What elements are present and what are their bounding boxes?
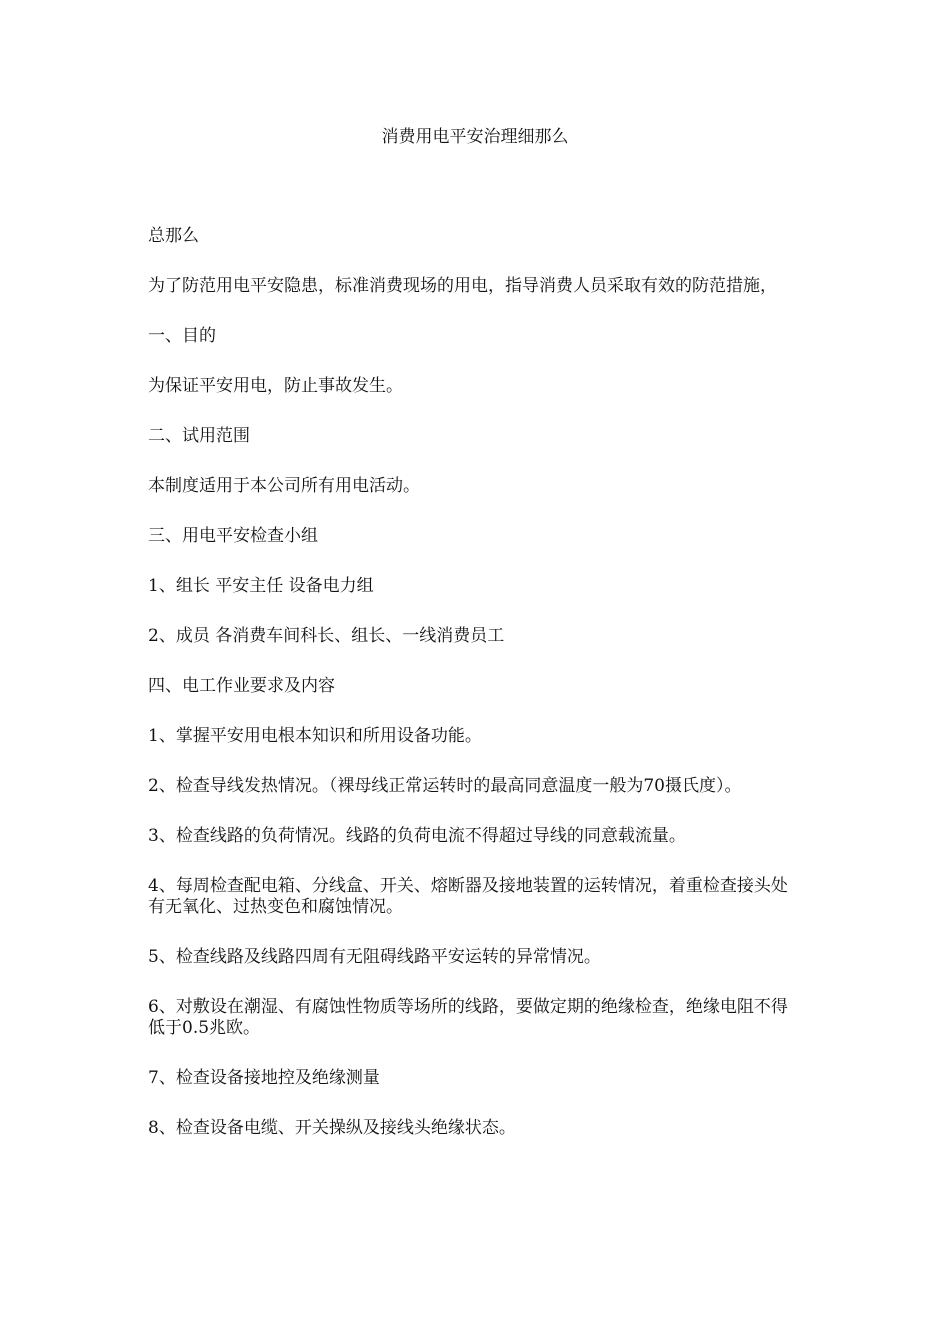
list-item: 2、检查导线发热情况。（裸母线正常运转时的最高同意温度一般为70摄氏度）。 [148, 776, 742, 796]
paragraph: 本制度适用于本公司所有用电活动。 [148, 476, 420, 496]
list-item: 8、检查设备电缆、开关操纵及接线头绝缘状态。 [148, 1118, 516, 1138]
list-item: 4、每周检查配电箱、分线盒、开关、熔断器及接地装置的运转情况，着重检查接头处有无氧化、过热变色和腐蚀情况。 [148, 876, 788, 917]
list-item: 3、检查线路的负荷情况。线路的负荷电流不得超过导线的同意载流量。 [148, 826, 686, 846]
page-title: 消费用电平安治理细那么 [381, 127, 569, 147]
paragraph: 为保证平安用电，防止事故发生。 [148, 376, 403, 396]
list-item: 5、检查线路及线路四周有无阻碍线路平安运转的异常情况。 [148, 947, 601, 967]
document-body [148, 226, 803, 1168]
list-item: 1、组长 平安主任 设备电力组 [148, 576, 374, 596]
paragraph: 总那么 [148, 226, 199, 246]
section-heading: 一、目的 [148, 326, 216, 346]
section-heading: 二、试用范围 [148, 426, 250, 446]
list-item: 2、成员 各消费车间科长、组长、一线消费员工 [148, 626, 505, 646]
paragraph: 为了防范用电平安隐患，标准消费现场的用电，指导消费人员采取有效的防范措施， [148, 276, 777, 296]
section-heading: 三、用电平安检查小组 [148, 526, 318, 546]
list-item: 7、检查设备接地控及绝缘测量 [148, 1068, 380, 1088]
list-item: 1、掌握平安用电根本知识和所用设备功能。 [148, 726, 482, 746]
section-heading: 四、电工作业要求及内容 [148, 676, 335, 696]
list-item: 6、对敷设在潮湿、有腐蚀性物质等场所的线路，要做定期的绝缘检查，绝缘电阻不得低于0.5兆欧。 [148, 997, 788, 1038]
